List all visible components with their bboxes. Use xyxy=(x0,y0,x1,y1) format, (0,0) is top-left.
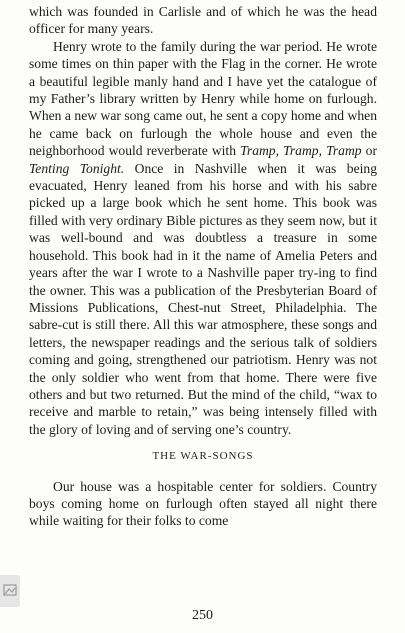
paragraph xyxy=(29,478,377,530)
image-icon-glyph xyxy=(3,583,17,597)
page-number: 250 xyxy=(192,608,213,623)
text-run: which was founded in Carlisle and of which he was the head officer for many years. xyxy=(29,4,377,37)
paragraph-group-top xyxy=(29,3,377,438)
text-run: or xyxy=(361,143,377,159)
italic-title: Tenting Tonight. xyxy=(29,160,125,176)
image-icon[interactable] xyxy=(0,575,20,607)
paragraph xyxy=(29,38,377,438)
text-run: Our house was a hospitable center for soldiers. Country boys coming home on furlough often stayed all night there while waiting for their folks to come xyxy=(29,478,377,529)
italic-title: Tramp, Tramp, Tramp xyxy=(240,143,362,159)
paragraph xyxy=(29,3,377,38)
text-run: Henry wrote to the family during the war period. He wrote some times on thin paper with the Flag in the corner. He wrote a beautiful legible manly hand and I have yet the catalogue of my Father’s library written by Henry while home on furlough. When a new war song came out, he sent a copy home and when he came back on furlough the whole house and even the neighborhood would reverberate with xyxy=(29,38,377,159)
section-heading: THE WAR-SONGS xyxy=(152,450,254,463)
paragraph-group-bottom xyxy=(29,478,377,530)
body-text xyxy=(29,3,377,530)
text-run: Once in Nashville when it was being evacuated, Henry leaned from his horse and with his sabre picked up a large book which he sent home. This book was filled with very ordinary Bible pictures as they seem now, but it was well-bound and was doubtless a treasure in some household. This book had in it the name of Amelia Peters and years after the war I wrote to a Nashville paper try-ing to find the owner. This was a publication of the Presbyterian Board of Missions Publications, Chest-nut Street, Philadelphia. The sabre-cut is still there. All this war atmosphere, these songs and letters, the newspaper readings and the serious talk of soldiers coming and going, strengthened our patriotism. Henry was not the only soldier who went from that home. There were five others and but two returned. But the mind of the child, “wax to receive and marble to retain,” was being intensely filled with the glory of loving and of serving one’s country. xyxy=(29,160,377,437)
